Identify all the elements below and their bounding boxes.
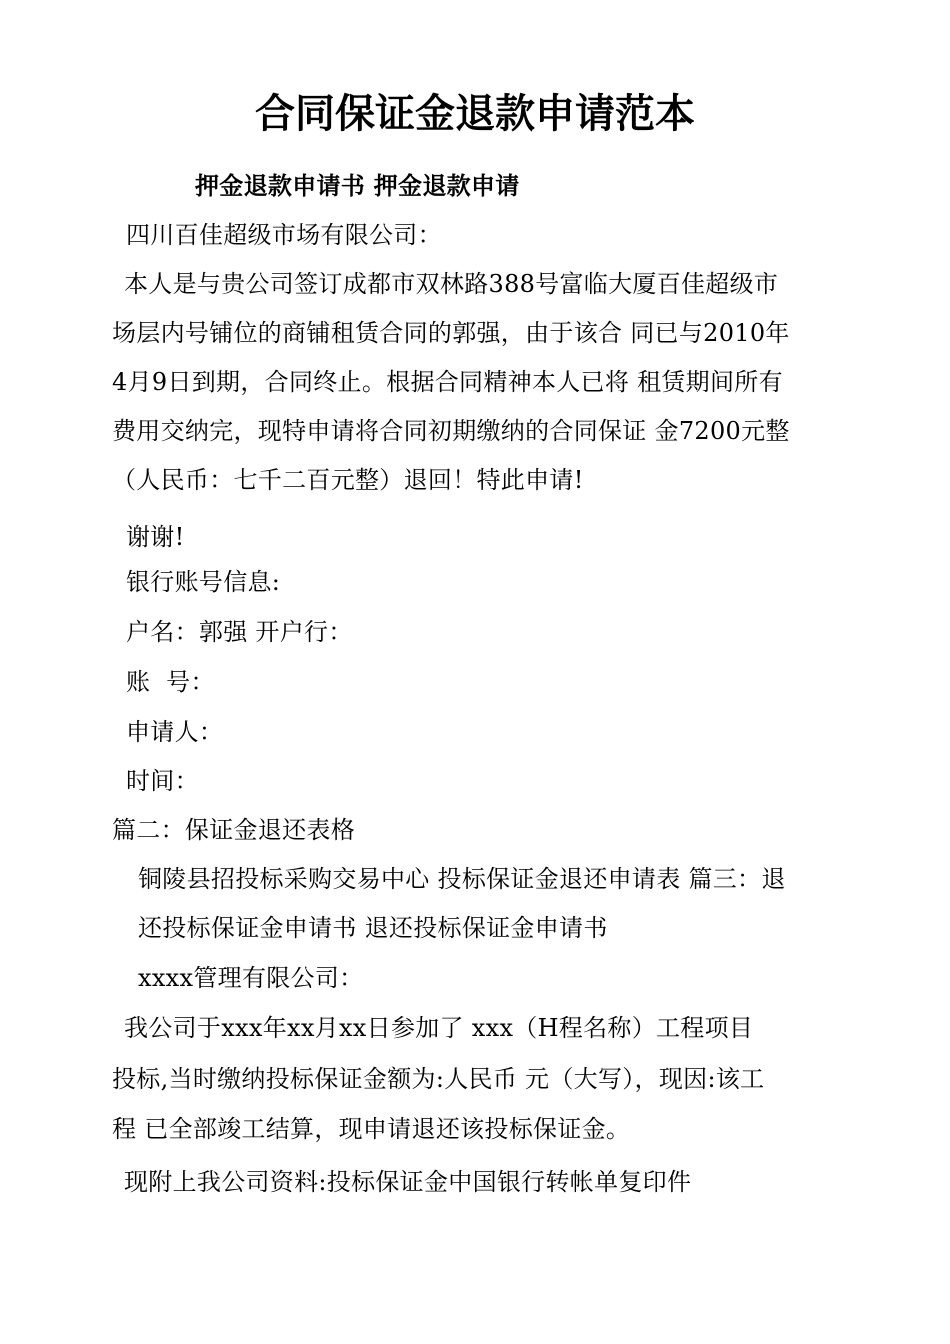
- section2-line-1: 铜陵县招投标采购交易中心 投标保证金退还申请表 篇三：退: [138, 865, 786, 893]
- section3-line-2: 投标,当时缴纳投标保证金额为:人民币 元（大写），现因:该工: [112, 1065, 765, 1093]
- section3-line-1: 我公司于xxx年xx月xx日参加了 xxx（H程名称）工程项目: [124, 1014, 754, 1042]
- document-title: 合同保证金退款申请范本: [255, 91, 695, 137]
- section2-heading: 篇二：保证金退还表格: [112, 816, 355, 844]
- recipient-line: 四川百佳超级市场有限公司：: [126, 221, 442, 249]
- subtitle: 押金退款申请书 押金退款申请: [195, 171, 520, 200]
- bank-info-label: 银行账号信息:: [126, 568, 281, 596]
- account-number-line: 账 号：: [126, 668, 215, 696]
- body-line-4: 费用交纳完，现特申请将合同初期缴纳的合同保证 金7200元整: [112, 417, 790, 445]
- body-line-3: 4月9日到期，合同终止。根据合同精神本人已将 租赁期间所有: [112, 368, 783, 396]
- body-line-1: 本人是与贵公司签订成都市双林路388号富临大厦百佳超级市: [124, 270, 779, 298]
- body-line-5: （人民币：七千二百元整）退回！特此申请!: [112, 466, 584, 494]
- time-line: 时间：: [126, 767, 199, 795]
- company-recipient-line: xxxx管理有限公司：: [138, 964, 364, 992]
- attachment-line: 现附上我公司资料:投标保证金中国银行转帐单复印件: [124, 1168, 692, 1196]
- section3-line-3: 程 已全部竣工结算，现申请退还该投标保证金。: [112, 1115, 631, 1143]
- account-name-line: 户名：郭强 开户行：: [126, 618, 353, 646]
- section2-line-2: 还投标保证金申请书 退还投标保证金申请书: [138, 914, 608, 942]
- applicant-line: 申请人：: [126, 718, 224, 746]
- body-line-2: 场层内号铺位的商铺租赁合同的郭强，由于该合 同已与2010年: [112, 319, 790, 347]
- thanks-line: 谢谢!: [126, 523, 185, 551]
